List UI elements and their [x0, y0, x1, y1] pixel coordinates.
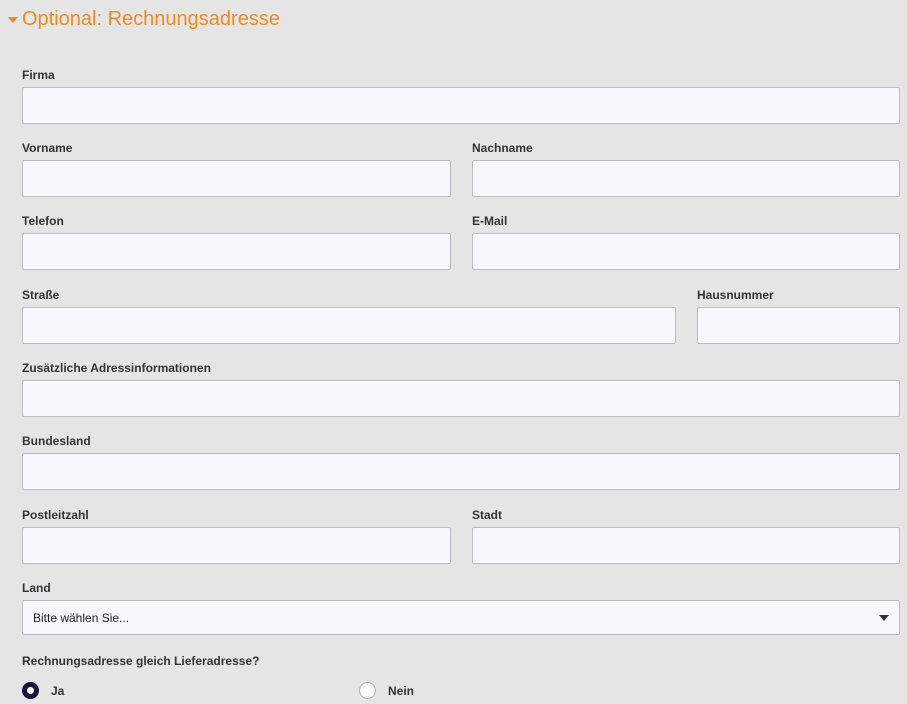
radio-checked-icon [22, 682, 39, 699]
radio-option-ja[interactable] [22, 682, 64, 699]
telefon-input[interactable] [22, 233, 451, 270]
bundesland-input[interactable] [22, 453, 900, 490]
section-title: Optional: Rechnungsadresse [22, 8, 280, 30]
land-selected-value: Bitte wählen Sie... [33, 610, 130, 625]
caret-down-icon [8, 17, 18, 23]
zusatz-label: Zusätzliche Adressinformationen [22, 361, 211, 375]
firma-input[interactable] [22, 87, 900, 124]
land-select[interactable] [22, 600, 900, 635]
strasse-label: Straße [22, 288, 60, 302]
bundesland-label: Bundesland [22, 434, 91, 448]
telefon-label: Telefon [22, 214, 64, 228]
land-label: Land [22, 581, 51, 595]
email-input[interactable] [472, 233, 900, 270]
caret-down-icon [879, 615, 889, 621]
vorname-input[interactable] [22, 160, 451, 197]
strasse-input[interactable] [22, 307, 676, 344]
stadt-label: Stadt [472, 508, 502, 522]
radio-option-nein[interactable] [359, 682, 414, 699]
plz-label: Postleitzahl [22, 508, 89, 522]
nachname-label: Nachname [472, 141, 533, 155]
same-address-question: Rechnungsadresse gleich Lieferadresse? [22, 654, 260, 668]
radio-label-nein: Nein [388, 683, 415, 698]
email-label: E-Mail [472, 214, 508, 228]
nachname-input[interactable] [472, 160, 900, 197]
hausnummer-input[interactable] [697, 307, 900, 344]
zusatz-input[interactable] [22, 380, 900, 417]
stadt-input[interactable] [472, 527, 900, 564]
vorname-label: Vorname [22, 141, 73, 155]
hausnummer-label: Hausnummer [697, 288, 774, 302]
radio-label-ja: Ja [51, 683, 65, 698]
radio-unchecked-icon [359, 682, 376, 699]
plz-input[interactable] [22, 527, 451, 564]
billing-address-section-toggle[interactable] [8, 6, 280, 32]
firma-label: Firma [22, 68, 55, 82]
